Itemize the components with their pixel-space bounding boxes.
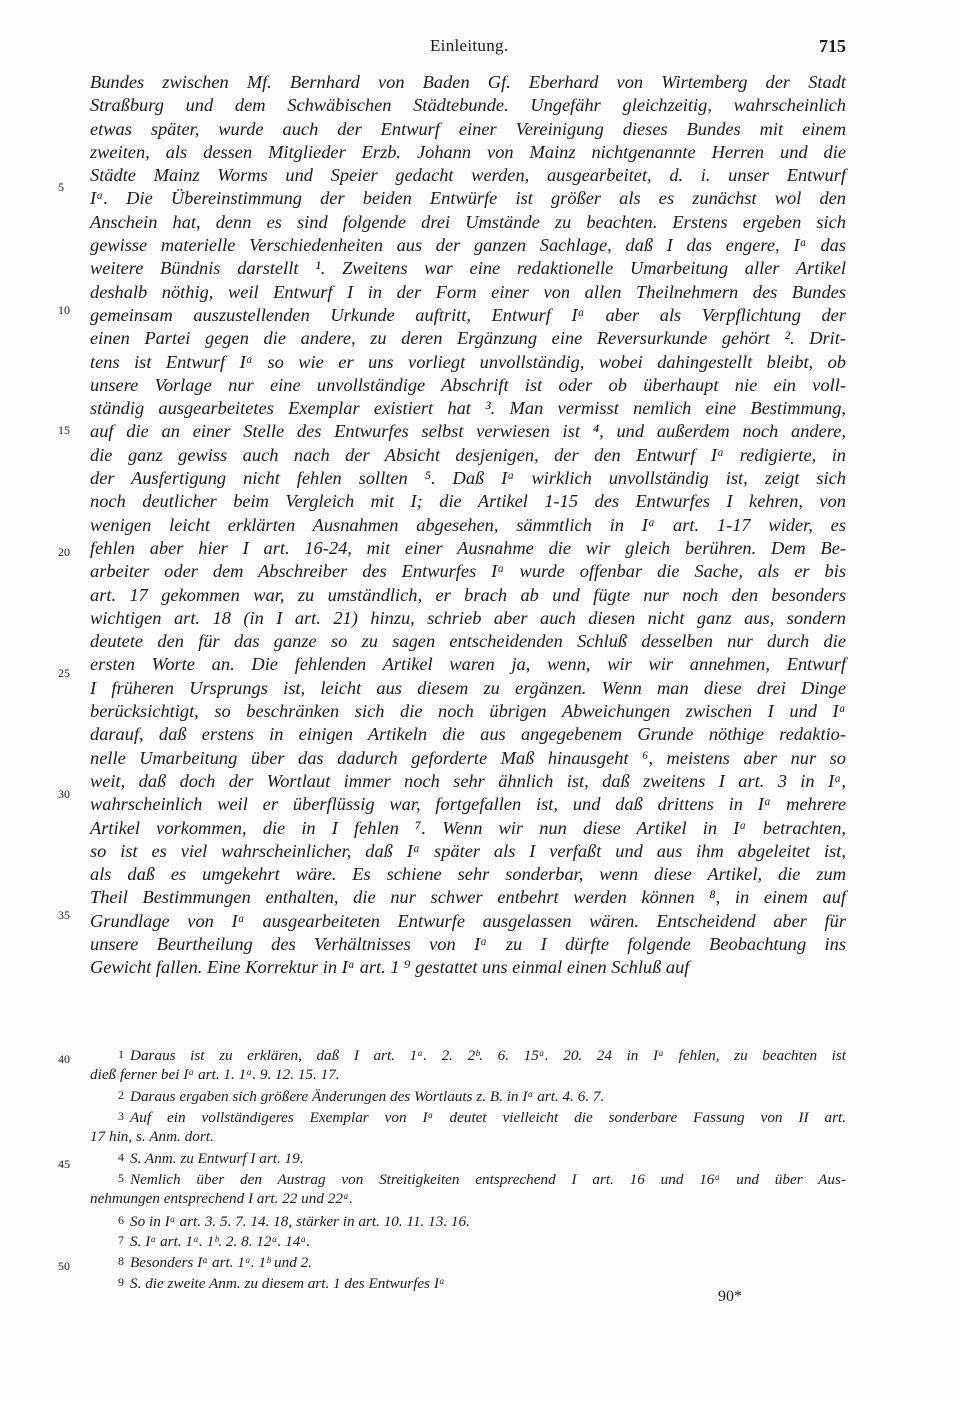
footnote-text: dieß ferner bei Iᵃ art. 1. 1ᵃ. 9. 12. 15. 17.: [90, 1065, 340, 1083]
text-line: berücksichtigt, so beschränken sich die noch übrigen Abweichungen zwischen I und Iᵃ: [90, 701, 846, 722]
text-line: ersten Worte an. Die fehlenden Artikel waren ja, wenn, wir wir annehmen, Entwurf: [90, 654, 846, 675]
footnote-line: [90, 1230, 846, 1251]
footnote-line: [90, 1044, 846, 1065]
footnote-number: 9: [118, 1274, 124, 1289]
footnote-number: 1: [118, 1047, 124, 1061]
text-line: weit, daß doch der Wortlaut immer noch sehr ähnlich ist, daß zweitens I art. 3 in Iᵃ,: [90, 770, 846, 791]
line-number: 30: [58, 787, 70, 801]
footnote-number: 3: [118, 1109, 124, 1124]
line-number: 5: [58, 180, 64, 194]
text-line: gewisse materielle Verschiedenheiten aus der ganzen Sachlage, daß I das engere, Iᵃ das: [90, 235, 846, 256]
running-title: Einleitung.: [430, 36, 509, 55]
text-line: tens ist Entwurf Iᵃ so wie er uns vorliegt unvollständig, wobei dahingestellt bleibt, ob: [90, 351, 846, 372]
text-line: nelle Umarbeitung über das dadurch geforderte Maß hinausgeht ⁶, meistens aber nur so: [90, 747, 846, 768]
footnote-text: S. Iᵃ art. 1ᵃ. 1ᵇ. 2. 8. 12ᵃ. 14ᵃ.: [130, 1233, 311, 1251]
body-text: [90, 71, 846, 980]
footnote-number: 4: [118, 1150, 124, 1165]
text-line: wichtigen art. 18 (in I art. 21) hinzu, schrieb aber auch diesen nicht ganz aus, sondern: [90, 607, 846, 628]
footnotes: [90, 1044, 846, 1292]
text-line: ständig ausgearbeitetes Exemplar existiert hat ³. Man vermisst nemlich eine Bestimmung,: [90, 398, 846, 419]
text-line: Städte Mainz Worms und Speier gedacht werden, ausgearbeitet, d. i. unser Entwurf: [90, 165, 846, 186]
text-line: noch deutlicher beim Vergleich mit I; die Artikel 1-15 des Entwurfes I kehren, von: [90, 491, 846, 512]
footnote-number: 8: [118, 1253, 124, 1268]
text-line: Bundes zwischen Mf. Bernhard von Baden Gf. Eberhard von Wirtemberg der Stadt: [90, 72, 846, 92]
footnote-number: 6: [118, 1212, 124, 1227]
text-line: so ist es viel wahrscheinlicher, daß Iᵃ später als I verfaßt und aus ihm abgeleitet ist,: [90, 840, 846, 861]
footnote-line: [90, 1127, 846, 1148]
text-line: fehlen aber hier I art. 16-24, mit einer Ausnahme die wir gleich berühren. Dem Be-: [90, 537, 846, 558]
footnote-line: [90, 1147, 846, 1168]
line-number: 10: [58, 303, 70, 317]
footnote-text: Besonders Iᵃ art. 1ᵃ. 1ᵇ und 2.: [130, 1253, 312, 1271]
footnote-text: Daraus ergaben sich größere Änderungen des Wortlauts z. B. in Iᵃ art. 4. 6. 7.: [130, 1088, 605, 1106]
text-line: art. 17 gekommen war, zu umständlich, er brach ab und fügte nur noch den besonders: [90, 584, 846, 605]
line-number: 35: [58, 908, 70, 922]
text-line: Gewicht fallen. Eine Korrektur in Iᵃ art. 1 ⁹ gestattet uns einmal einen Schluß auf: [90, 957, 690, 978]
footnote-text: nehmungen entsprechend I art. 22 und 22ᵃ.: [90, 1189, 353, 1207]
text-line: arbeiter oder dem Abschreiber des Entwurfes Iᵃ wurde offenbar die Sache, als er bis: [90, 561, 846, 582]
footnote-text: Auf ein vollständigeres Exemplar von Iᵃ deutet vielleicht die sonderbare Fassung von II art.: [130, 1109, 846, 1127]
sheet-signature: 90*: [718, 1288, 742, 1305]
text-line: wenigen leicht erklärten Ausnahmen abgesehen, sämmtlich in Iᵃ art. 1-17 wider, es: [90, 514, 846, 535]
line-number: 25: [58, 666, 70, 680]
text-line: I früheren Ursprungs ist, leicht aus diesem zu ergänzen. Wenn man diese drei Dinge: [90, 677, 846, 698]
line-number: 15: [58, 423, 70, 437]
text-line: darauf, daß erstens in einigen Artikeln die aus angegebenem Grunde nöthige redaktio-: [90, 724, 846, 745]
text-line: Anschein hat, denn es sind folgende drei Umstände zu beachten. Erstens ergeben sich: [90, 211, 846, 232]
footnote-number: 2: [118, 1088, 124, 1103]
footnote-line: [90, 1210, 846, 1231]
footnote-text: S. die zweite Anm. zu diesem art. 1 des Entwurfes Iᵃ: [130, 1274, 445, 1292]
footnote-text: So in Iᵃ art. 3. 5. 7. 14. 18, stärker in art. 10. 11. 13. 16.: [130, 1212, 470, 1230]
line-number: 50: [58, 1259, 70, 1273]
text-line: zweiten, als dessen Mitglieder Erzb. Johann von Mainz nichtgenannte Herren und die: [90, 141, 846, 162]
text-line: Straßburg und dem Schwäbischen Städtebunde. Ungefähr gleichzeitig, wahrscheinlich: [90, 95, 846, 116]
page-number: 715: [819, 36, 846, 56]
footnote-number: 5: [118, 1171, 124, 1186]
text-line: Iᵃ. Die Übereinstimmung der beiden Entwürfe ist größer als es zunächst wol den: [90, 188, 846, 209]
text-line: etwas später, wurde auch der Entwurf einer Vereinigung dieses Bundes mit einem: [90, 118, 846, 139]
footnote-line: [90, 1065, 846, 1086]
text-line: einen Partei gegen die andere, zu deren Ergänzung eine Reversurkunde gehört ². Drit-: [90, 328, 846, 349]
text-line: Theil Bestimmungen enthalten, die nur schwer entbehrt werden können ⁸, in einem auf: [90, 887, 846, 908]
footnote-line: [90, 1085, 846, 1106]
text-line: unsere Vorlage nur eine unvollständige Abschrift ist oder ob überhaupt nie ein voll-: [90, 374, 846, 395]
text-line: deshalb nöthig, weil Entwurf I in der Form einer von allen Theilnehmern des Bundes: [90, 281, 846, 302]
text-line: weitere Bündnis darstellt ¹. Zweitens war eine redaktionelle Umarbeitung aller Artikel: [90, 258, 846, 279]
footnote-number: 7: [118, 1233, 124, 1248]
text-line: die ganz gewiss auch nach der Absicht desjenigen, der den Entwurf Iᵃ redigierte, in: [90, 444, 846, 465]
footnote-text: Daraus ist zu erklären, daß I art. 1ᵃ. 2. 2ᵇ. 6. 15ᵃ. 20. 24 in Iᵃ fehlen, zu beachten ist: [130, 1047, 846, 1064]
footnote-text: 17 hin, s. Anm. dort.: [90, 1127, 214, 1145]
text-line: der Ausfertigung nicht fehlen sollten ⁵. Daß Iᵃ wirklich unvollständig ist, zeigt sich: [90, 468, 846, 489]
text-line: auf die an einer Stelle des Entwurfes selbst verwiesen ist ⁴, und außerdem noch andere,: [90, 421, 846, 442]
text-line: Artikel vorkommen, die in I fehlen ⁷. Wenn wir nun diese Artikel in Iᵃ betrachten,: [90, 817, 846, 838]
footnote-text: Nemlich über den Austrag von Streitigkeiten entsprechend I art. 16 und 16ᵃ und über Aus-: [130, 1171, 846, 1189]
text-line: Grundlage von Iᵃ ausgearbeiteten Entwurfe ausgelassen wären. Entscheidend aber für: [90, 910, 846, 931]
line-number: 40: [58, 1052, 70, 1066]
text-line: als daß es umgekehrt wäre. Es schiene sehr sonderbar, wenn diese Artikel, die zum: [90, 864, 846, 885]
footnote-line: [90, 1189, 846, 1210]
line-number: 45: [58, 1157, 70, 1171]
text-line: deutete den für das ganze so zu sagen entscheidenden Schluß desselben nur durch die: [90, 631, 846, 652]
text-line: unsere Beurtheilung des Verhältnisses von Iᵃ zu I dürfte folgende Beobachtung ins: [90, 933, 846, 954]
footnote-line: [90, 1106, 846, 1127]
footnote-line: [90, 1251, 846, 1272]
page-header: [90, 36, 846, 58]
text-line: gemeinsam auszustellenden Urkunde auftritt, Entwurf Iᵃ aber als Verpflichtung der: [90, 304, 846, 325]
line-number: 20: [58, 545, 70, 559]
footnote-line: [90, 1168, 846, 1189]
footnote-text: S. Anm. zu Entwurf I art. 19.: [130, 1150, 304, 1168]
text-line: wahrscheinlich weil er überflüssig war, fortgefallen ist, und daß drittens in Iᵃ mehrere: [90, 794, 846, 815]
